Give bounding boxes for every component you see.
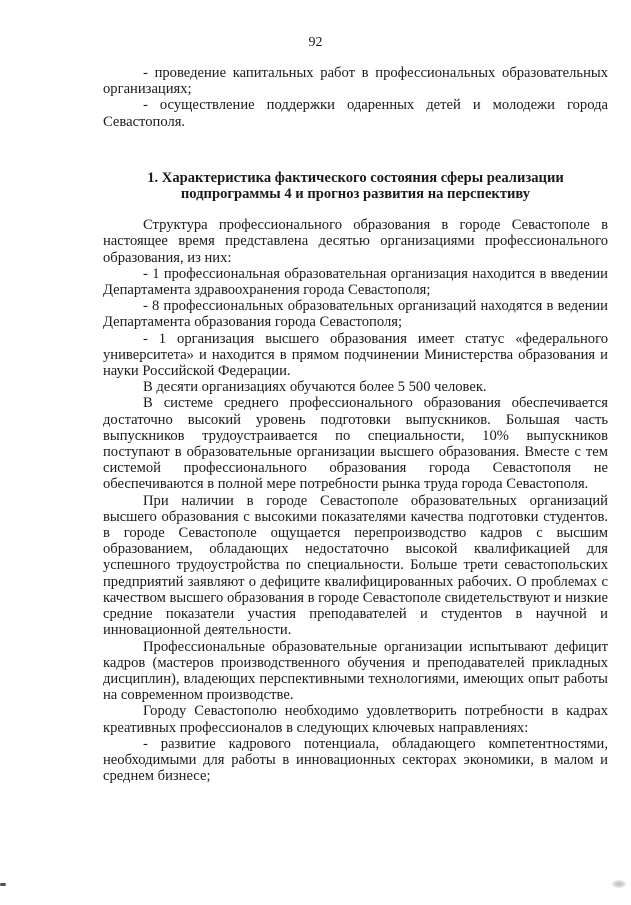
page-number: 92 bbox=[308, 35, 323, 50]
scan-mark bbox=[612, 880, 626, 888]
intro-item: - проведение капитальных работ в профессиональных образовательных организациях; bbox=[103, 65, 608, 98]
list-item: - развитие кадрового потенциала, обладающего компетентностями, необходимыми для работы в инновационных секторах экономики, в малом и среднем бизнесе; bbox=[103, 735, 608, 785]
list-item: - 1 профессиональная образовательная организация находится в введении Департамента здравоохранения города Севастополя; bbox=[103, 265, 608, 299]
body-paragraph: Городу Севастополю необходимо удовлетворить потребности в кадрах креативных профессионалов в следующих ключевых направлениях: bbox=[103, 703, 608, 736]
document-body bbox=[103, 65, 608, 784]
body-paragraph: В десяти организациях обучаются более 5 500 человек. bbox=[143, 379, 487, 396]
body-paragraph: Профессиональные образовательные организации испытывают дефицит кадров (мастеров производственного обучения и преподавателей прикладных дисциплин), владеющих перспективными технологиями, имеющих опыт работы на современном производстве. bbox=[103, 638, 608, 704]
body-paragraph: Структура профессионального образования в городе Севастополе в настоящее время представлена десятью организациями профессионального образования, из них: bbox=[103, 217, 608, 266]
body-paragraph: При наличии в городе Севастополе образовательных организаций высшего образования с высокими показателями качества подготовки студентов. в городе Севастополе ощущается перепроизводство кадров с высшим образованием, обладающих недостаточно высокой квалификацией для успешного трудоустройства по специальности. Больше трети севастопольских предприятий заявляют о дефиците квалифицированных рабочих. О проблемах с качеством высшего образования в городе Севастополе свидетельствуют и низкие средние показатели участия преподавателей и студентов в научной и инновационной деятельности. bbox=[103, 492, 608, 639]
section-heading: 1. Характеристика фактического состояния сферы реализации подпрограммы 4 и прогноз развития на перспективу bbox=[147, 169, 564, 203]
list-item: - 1 организация высшего образования имеет статус «федерального университета» и находится в прямом подчинении Министерства образования и науки Российской Федерации. bbox=[103, 330, 608, 380]
intro-item: - осуществление поддержки одаренных детей и молодежи города Севастополя. bbox=[103, 97, 608, 130]
scan-mark bbox=[0, 883, 6, 886]
body-paragraph: В системе среднего профессионального образования обеспечивается достаточно высокий уровень подготовки выпускников. Большая часть выпускников трудоустраивается по специальности, 10% выпускников поступают в образовательные организации высшего образования. Вместе с тем системой профессионального образования города Севастополя не обеспечиваются в полной мере потребности рынка труда города Севастополя. bbox=[103, 395, 608, 493]
list-item: - 8 профессиональных образовательных организаций находятся в ведении Департамента образования города Севастополя; bbox=[103, 298, 608, 331]
